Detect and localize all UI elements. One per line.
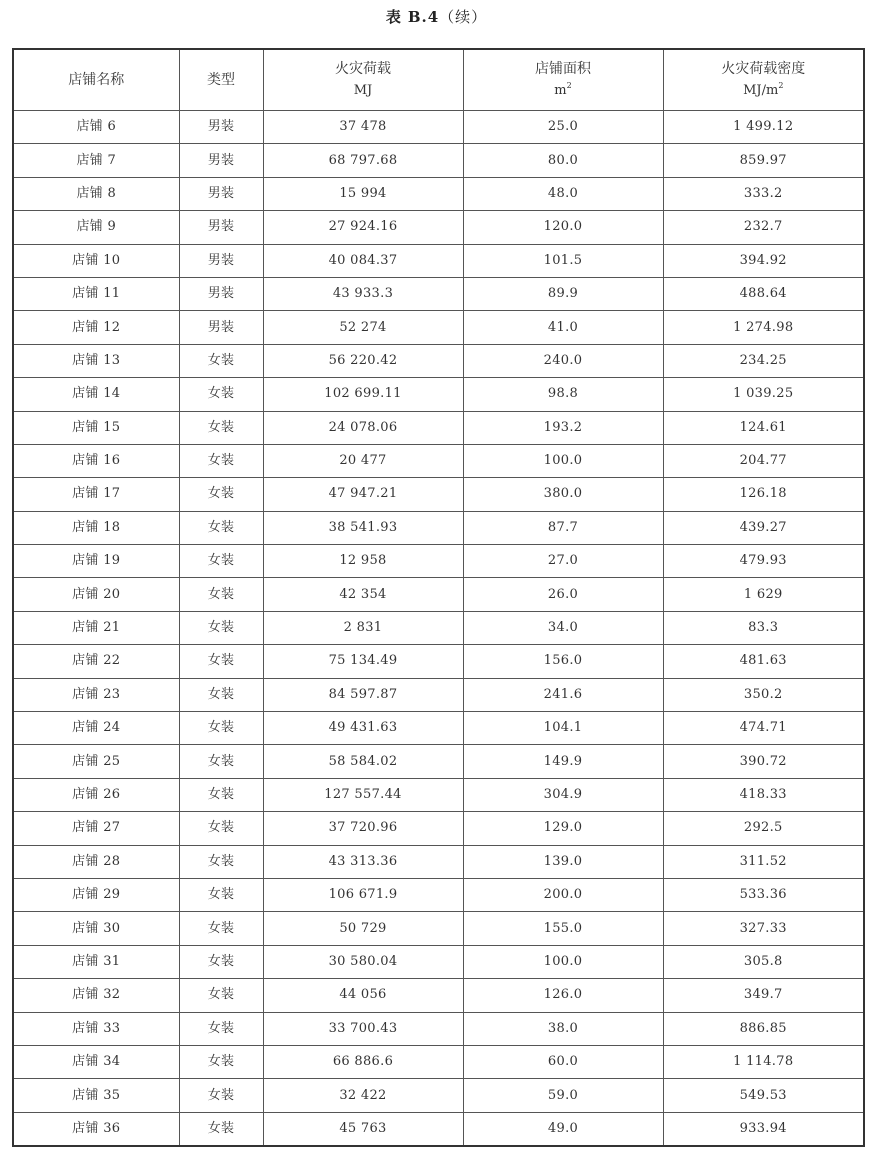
cell-area: 155.0 <box>463 912 663 945</box>
cell-type: 女装 <box>179 478 263 511</box>
cell-type: 女装 <box>179 912 263 945</box>
cell-name: 店铺 10 <box>13 244 179 277</box>
cell-area: 48.0 <box>463 177 663 210</box>
cell-area: 38.0 <box>463 1012 663 1045</box>
cell-density: 124.61 <box>663 411 864 444</box>
table-row <box>13 611 864 644</box>
cell-area: 200.0 <box>463 878 663 911</box>
cell-density: 481.63 <box>663 645 864 678</box>
cell-fire-load: 47 947.21 <box>263 478 463 511</box>
cell-area: 25.0 <box>463 111 663 144</box>
cell-type: 女装 <box>179 344 263 377</box>
cell-fire-load: 24 078.06 <box>263 411 463 444</box>
cell-name: 店铺 29 <box>13 878 179 911</box>
cell-name: 店铺 22 <box>13 645 179 678</box>
cell-type: 女装 <box>179 578 263 611</box>
cell-density: 1 629 <box>663 578 864 611</box>
cell-type: 男装 <box>179 244 263 277</box>
cell-area: 120.0 <box>463 211 663 244</box>
cell-density: 859.97 <box>663 144 864 177</box>
cell-name: 店铺 13 <box>13 344 179 377</box>
header-area-unit-base: m <box>554 83 567 98</box>
table-body <box>13 111 864 1147</box>
cell-fire-load: 37 478 <box>263 111 463 144</box>
cell-area: 101.5 <box>463 244 663 277</box>
cell-name: 店铺 15 <box>13 411 179 444</box>
cell-density: 479.93 <box>663 545 864 578</box>
cell-type: 女装 <box>179 745 263 778</box>
cell-type: 女装 <box>179 1112 263 1146</box>
cell-fire-load: 2 831 <box>263 611 463 644</box>
caption-number: B.4 <box>407 8 440 26</box>
header-area-unit <box>464 80 663 102</box>
cell-area: 41.0 <box>463 311 663 344</box>
header-name: 店铺名称 <box>13 49 179 111</box>
header-fire-load-unit: MJ <box>353 83 373 98</box>
cell-name: 店铺 20 <box>13 578 179 611</box>
table-row <box>13 545 864 578</box>
cell-area: 104.1 <box>463 712 663 745</box>
cell-area: 27.0 <box>463 545 663 578</box>
table-caption <box>0 6 873 28</box>
cell-density: 549.53 <box>663 1079 864 1112</box>
cell-fire-load: 75 134.49 <box>263 645 463 678</box>
cell-area: 87.7 <box>463 511 663 544</box>
cell-area: 80.0 <box>463 144 663 177</box>
cell-fire-load: 43 313.36 <box>263 845 463 878</box>
cell-fire-load: 50 729 <box>263 912 463 945</box>
cell-type: 男装 <box>179 177 263 210</box>
cell-density: 933.94 <box>663 1112 864 1146</box>
cell-name: 店铺 32 <box>13 979 179 1012</box>
cell-name: 店铺 26 <box>13 778 179 811</box>
table-row <box>13 378 864 411</box>
cell-fire-load: 49 431.63 <box>263 712 463 745</box>
cell-density: 83.3 <box>663 611 864 644</box>
cell-name: 店铺 18 <box>13 511 179 544</box>
header-area <box>463 49 663 111</box>
cell-density: 1 114.78 <box>663 1045 864 1078</box>
table-row <box>13 745 864 778</box>
cell-type: 女装 <box>179 378 263 411</box>
cell-area: 89.9 <box>463 277 663 310</box>
cell-type: 女装 <box>179 545 263 578</box>
cell-fire-load: 38 541.93 <box>263 511 463 544</box>
cell-fire-load: 20 477 <box>263 444 463 477</box>
caption-prefix: 表 <box>385 8 402 26</box>
table-row <box>13 712 864 745</box>
cell-density: 1 499.12 <box>663 111 864 144</box>
table-row <box>13 177 864 210</box>
cell-name: 店铺 19 <box>13 545 179 578</box>
cell-type: 女装 <box>179 645 263 678</box>
cell-density: 533.36 <box>663 878 864 911</box>
table-row <box>13 845 864 878</box>
cell-fire-load: 42 354 <box>263 578 463 611</box>
table-row <box>13 1012 864 1045</box>
fire-load-table <box>12 48 865 1147</box>
cell-name: 店铺 28 <box>13 845 179 878</box>
cell-name: 店铺 30 <box>13 912 179 945</box>
cell-fire-load: 66 886.6 <box>263 1045 463 1078</box>
cell-area: 126.0 <box>463 979 663 1012</box>
cell-name: 店铺 14 <box>13 378 179 411</box>
header-density-label: 火灾荷载密度 <box>721 61 806 77</box>
cell-density: 204.77 <box>663 444 864 477</box>
cell-fire-load: 43 933.3 <box>263 277 463 310</box>
cell-fire-load: 40 084.37 <box>263 244 463 277</box>
header-area-unit-sup: 2 <box>566 81 572 90</box>
cell-type: 女装 <box>179 1012 263 1045</box>
cell-name: 店铺 11 <box>13 277 179 310</box>
cell-name: 店铺 9 <box>13 211 179 244</box>
cell-density: 390.72 <box>663 745 864 778</box>
cell-name: 店铺 25 <box>13 745 179 778</box>
table-row <box>13 1045 864 1078</box>
cell-name: 店铺 33 <box>13 1012 179 1045</box>
cell-area: 49.0 <box>463 1112 663 1146</box>
cell-fire-load: 15 994 <box>263 177 463 210</box>
cell-type: 女装 <box>179 979 263 1012</box>
header-fire-load <box>263 49 463 111</box>
cell-name: 店铺 34 <box>13 1045 179 1078</box>
header-density-unit-base: MJ/m <box>743 83 779 98</box>
cell-area: 129.0 <box>463 812 663 845</box>
header-type: 类型 <box>179 49 263 111</box>
cell-fire-load: 102 699.11 <box>263 378 463 411</box>
cell-type: 男装 <box>179 111 263 144</box>
table-row <box>13 778 864 811</box>
table-row <box>13 444 864 477</box>
cell-area: 156.0 <box>463 645 663 678</box>
cell-fire-load: 45 763 <box>263 1112 463 1146</box>
cell-name: 店铺 27 <box>13 812 179 845</box>
cell-fire-load: 127 557.44 <box>263 778 463 811</box>
cell-density: 394.92 <box>663 244 864 277</box>
cell-type: 女装 <box>179 712 263 745</box>
cell-type: 女装 <box>179 1079 263 1112</box>
table-row <box>13 211 864 244</box>
cell-area: 240.0 <box>463 344 663 377</box>
cell-fire-load: 58 584.02 <box>263 745 463 778</box>
cell-type: 女装 <box>179 812 263 845</box>
cell-name: 店铺 23 <box>13 678 179 711</box>
table-row <box>13 244 864 277</box>
header-density-unit <box>664 80 864 102</box>
cell-fire-load: 106 671.9 <box>263 878 463 911</box>
cell-type: 女装 <box>179 845 263 878</box>
cell-type: 女装 <box>179 511 263 544</box>
cell-area: 193.2 <box>463 411 663 444</box>
cell-name: 店铺 16 <box>13 444 179 477</box>
table-row <box>13 344 864 377</box>
table-row <box>13 678 864 711</box>
table-row <box>13 912 864 945</box>
header-area-label: 店铺面积 <box>535 61 591 77</box>
table-row <box>13 111 864 144</box>
table-row <box>13 411 864 444</box>
cell-density: 126.18 <box>663 478 864 511</box>
cell-area: 149.9 <box>463 745 663 778</box>
cell-density: 488.64 <box>663 277 864 310</box>
cell-area: 26.0 <box>463 578 663 611</box>
table-row <box>13 945 864 978</box>
cell-fire-load: 52 274 <box>263 311 463 344</box>
table-row <box>13 277 864 310</box>
cell-area: 380.0 <box>463 478 663 511</box>
table-row <box>13 578 864 611</box>
header-density <box>663 49 864 111</box>
cell-area: 100.0 <box>463 444 663 477</box>
cell-area: 100.0 <box>463 945 663 978</box>
cell-area: 60.0 <box>463 1045 663 1078</box>
cell-type: 女装 <box>179 411 263 444</box>
cell-fire-load: 37 720.96 <box>263 812 463 845</box>
cell-type: 女装 <box>179 444 263 477</box>
cell-density: 1 274.98 <box>663 311 864 344</box>
cell-fire-load: 56 220.42 <box>263 344 463 377</box>
cell-density: 333.2 <box>663 177 864 210</box>
cell-fire-load: 68 797.68 <box>263 144 463 177</box>
cell-density: 886.85 <box>663 1012 864 1045</box>
cell-name: 店铺 7 <box>13 144 179 177</box>
cell-type: 女装 <box>179 678 263 711</box>
cell-name: 店铺 12 <box>13 311 179 344</box>
table-row <box>13 878 864 911</box>
table-header <box>13 49 864 111</box>
table-row <box>13 645 864 678</box>
cell-type: 女装 <box>179 1045 263 1078</box>
cell-fire-load: 32 422 <box>263 1079 463 1112</box>
cell-fire-load: 84 597.87 <box>263 678 463 711</box>
cell-name: 店铺 17 <box>13 478 179 511</box>
cell-fire-load: 44 056 <box>263 979 463 1012</box>
cell-area: 139.0 <box>463 845 663 878</box>
table-row <box>13 144 864 177</box>
header-density-unit-sup: 2 <box>778 81 784 90</box>
cell-density: 234.25 <box>663 344 864 377</box>
cell-type: 男装 <box>179 211 263 244</box>
header-row <box>13 49 864 111</box>
table-row <box>13 311 864 344</box>
cell-area: 241.6 <box>463 678 663 711</box>
cell-density: 1 039.25 <box>663 378 864 411</box>
cell-type: 男装 <box>179 311 263 344</box>
cell-name: 店铺 24 <box>13 712 179 745</box>
cell-type: 女装 <box>179 945 263 978</box>
table-row <box>13 478 864 511</box>
cell-density: 292.5 <box>663 812 864 845</box>
cell-name: 店铺 6 <box>13 111 179 144</box>
cell-name: 店铺 35 <box>13 1079 179 1112</box>
cell-fire-load: 30 580.04 <box>263 945 463 978</box>
cell-density: 305.8 <box>663 945 864 978</box>
cell-type: 女装 <box>179 611 263 644</box>
table-row <box>13 511 864 544</box>
cell-type: 女装 <box>179 778 263 811</box>
cell-type: 女装 <box>179 878 263 911</box>
cell-name: 店铺 8 <box>13 177 179 210</box>
cell-type: 男装 <box>179 144 263 177</box>
table-row <box>13 1112 864 1146</box>
cell-name: 店铺 36 <box>13 1112 179 1146</box>
cell-name: 店铺 31 <box>13 945 179 978</box>
cell-fire-load: 12 958 <box>263 545 463 578</box>
cell-name: 店铺 21 <box>13 611 179 644</box>
cell-density: 349.7 <box>663 979 864 1012</box>
caption-suffix: （续） <box>439 8 488 26</box>
cell-density: 418.33 <box>663 778 864 811</box>
cell-area: 304.9 <box>463 778 663 811</box>
table-row <box>13 979 864 1012</box>
cell-area: 34.0 <box>463 611 663 644</box>
cell-density: 439.27 <box>663 511 864 544</box>
cell-fire-load: 33 700.43 <box>263 1012 463 1045</box>
table-row <box>13 812 864 845</box>
cell-density: 327.33 <box>663 912 864 945</box>
cell-density: 474.71 <box>663 712 864 745</box>
cell-area: 98.8 <box>463 378 663 411</box>
header-fire-load-label: 火灾荷载 <box>335 61 391 77</box>
cell-density: 350.2 <box>663 678 864 711</box>
cell-density: 311.52 <box>663 845 864 878</box>
cell-type: 男装 <box>179 277 263 310</box>
cell-density: 232.7 <box>663 211 864 244</box>
table-row <box>13 1079 864 1112</box>
cell-fire-load: 27 924.16 <box>263 211 463 244</box>
cell-area: 59.0 <box>463 1079 663 1112</box>
